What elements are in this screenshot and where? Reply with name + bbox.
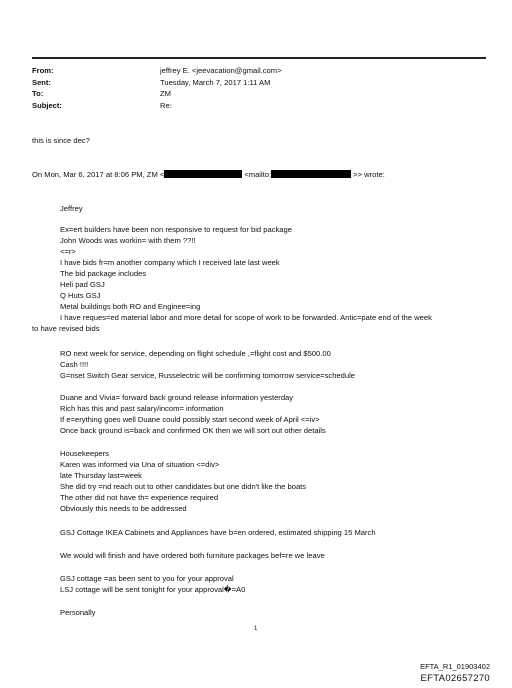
quote-header-prefix: On Mon, Mar 6, 2017 at 8:06 PM, ZM < (32, 170, 165, 179)
from-value: jeffrey E. <jeevacation@gmail.com> (160, 66, 282, 75)
greeting: Jeffrey (60, 204, 83, 213)
body-line-cabinets: GSJ Cottage IKEA Cabinets and Appliances have b=en ordered, estimated shipping 15 March (60, 528, 376, 537)
body-line: If e=erything goes well Duane could possibly start second week of April <=iv> (60, 415, 320, 424)
quote-header (32, 170, 385, 180)
to-row (32, 89, 472, 101)
body-line: RO next week for service, depending on flight schedule ,=flight cost and $500.00 (60, 349, 331, 358)
body-line: She did try =nd reach out to other candidates but one didn't like the boats (60, 482, 307, 491)
paragraph-approval (60, 574, 490, 596)
quote-header-mailto: <mailto: (244, 170, 272, 179)
quote-header-suffix: >> wrote: (353, 170, 385, 179)
body-line: The other did not have th= experience required (60, 493, 219, 502)
redaction-box (164, 170, 242, 178)
body-line: Karen was informed via Una of situation <=div> (60, 460, 220, 469)
body-line: Ex=ert builders have been non responsive to request for bid package (60, 225, 292, 234)
to-value: ZM (160, 89, 171, 99)
body-line: Once back ground is=back and confirmed OK then we will sort out other details (60, 426, 326, 435)
bates-stamp-large: EFTA02657270 (420, 673, 490, 684)
body-line: The bid package includes (60, 269, 147, 278)
body-line: Rich has this and past salary/incom= information (60, 404, 224, 413)
redaction-box (271, 170, 351, 178)
from-row (32, 66, 472, 78)
body-line: Duane and Vivia= forward back ground release information yesterday (60, 393, 294, 402)
page-number: 1 (254, 626, 258, 632)
body-line-furniture: We would will finish and have ordered both furniture packages bef=re we leave (60, 551, 325, 560)
body-line-personally: Personally (60, 608, 96, 617)
body-line: Q Huts GSJ (60, 291, 101, 300)
sent-value: Tuesday, March 7, 2017 1:11 AM (160, 77, 271, 87)
body-line: Heli pad GSJ (60, 280, 105, 289)
body-line: <=r> (60, 247, 76, 256)
body-line-wrap: to have revised bids (32, 324, 100, 333)
paragraph-service (60, 349, 490, 382)
subject-value: Re: (160, 100, 172, 110)
sent-row (32, 78, 472, 90)
body-line: Cash !!!! (60, 360, 89, 369)
header-divider (32, 57, 486, 59)
email-header (32, 66, 472, 112)
body-line: Housekeepers (60, 449, 109, 458)
paragraph-staffing (60, 393, 490, 437)
body-line: I have bids fr=m another company which I received late last week (60, 258, 280, 267)
body-line: Obviously this needs to be addressed (60, 504, 187, 513)
paragraph-housekeepers (60, 449, 490, 515)
subject-row (32, 101, 472, 113)
reply-text: this is since dec? (32, 136, 90, 145)
paragraph-bids (60, 225, 490, 324)
body-line: Metal buildings both RO and Enginee=ing (60, 302, 201, 311)
body-line: John Woods was workin= with them ??!! (60, 236, 196, 245)
body-line: I have reques=ed material labor and more detail for scope of work to be forwarded. Antic=pate end of the week (60, 313, 432, 322)
bates-stamp-small: EFTA_R1_01903402 (420, 662, 490, 671)
subject-label: Subject: (32, 100, 62, 110)
body-line: G=nset Switch Gear service, Russelectric will be confirming tomorrow service=schedule (60, 371, 355, 380)
body-line: late Thursday last=week (60, 471, 142, 480)
body-line: GSJ cottage =as been sent to you for your approval (60, 574, 234, 583)
body-line: LSJ cottage will be sent tonight for your approval�=A0 (60, 585, 246, 594)
to-label: To: (32, 89, 44, 99)
sent-label: Sent: (32, 77, 51, 87)
from-label: From: (32, 66, 54, 75)
